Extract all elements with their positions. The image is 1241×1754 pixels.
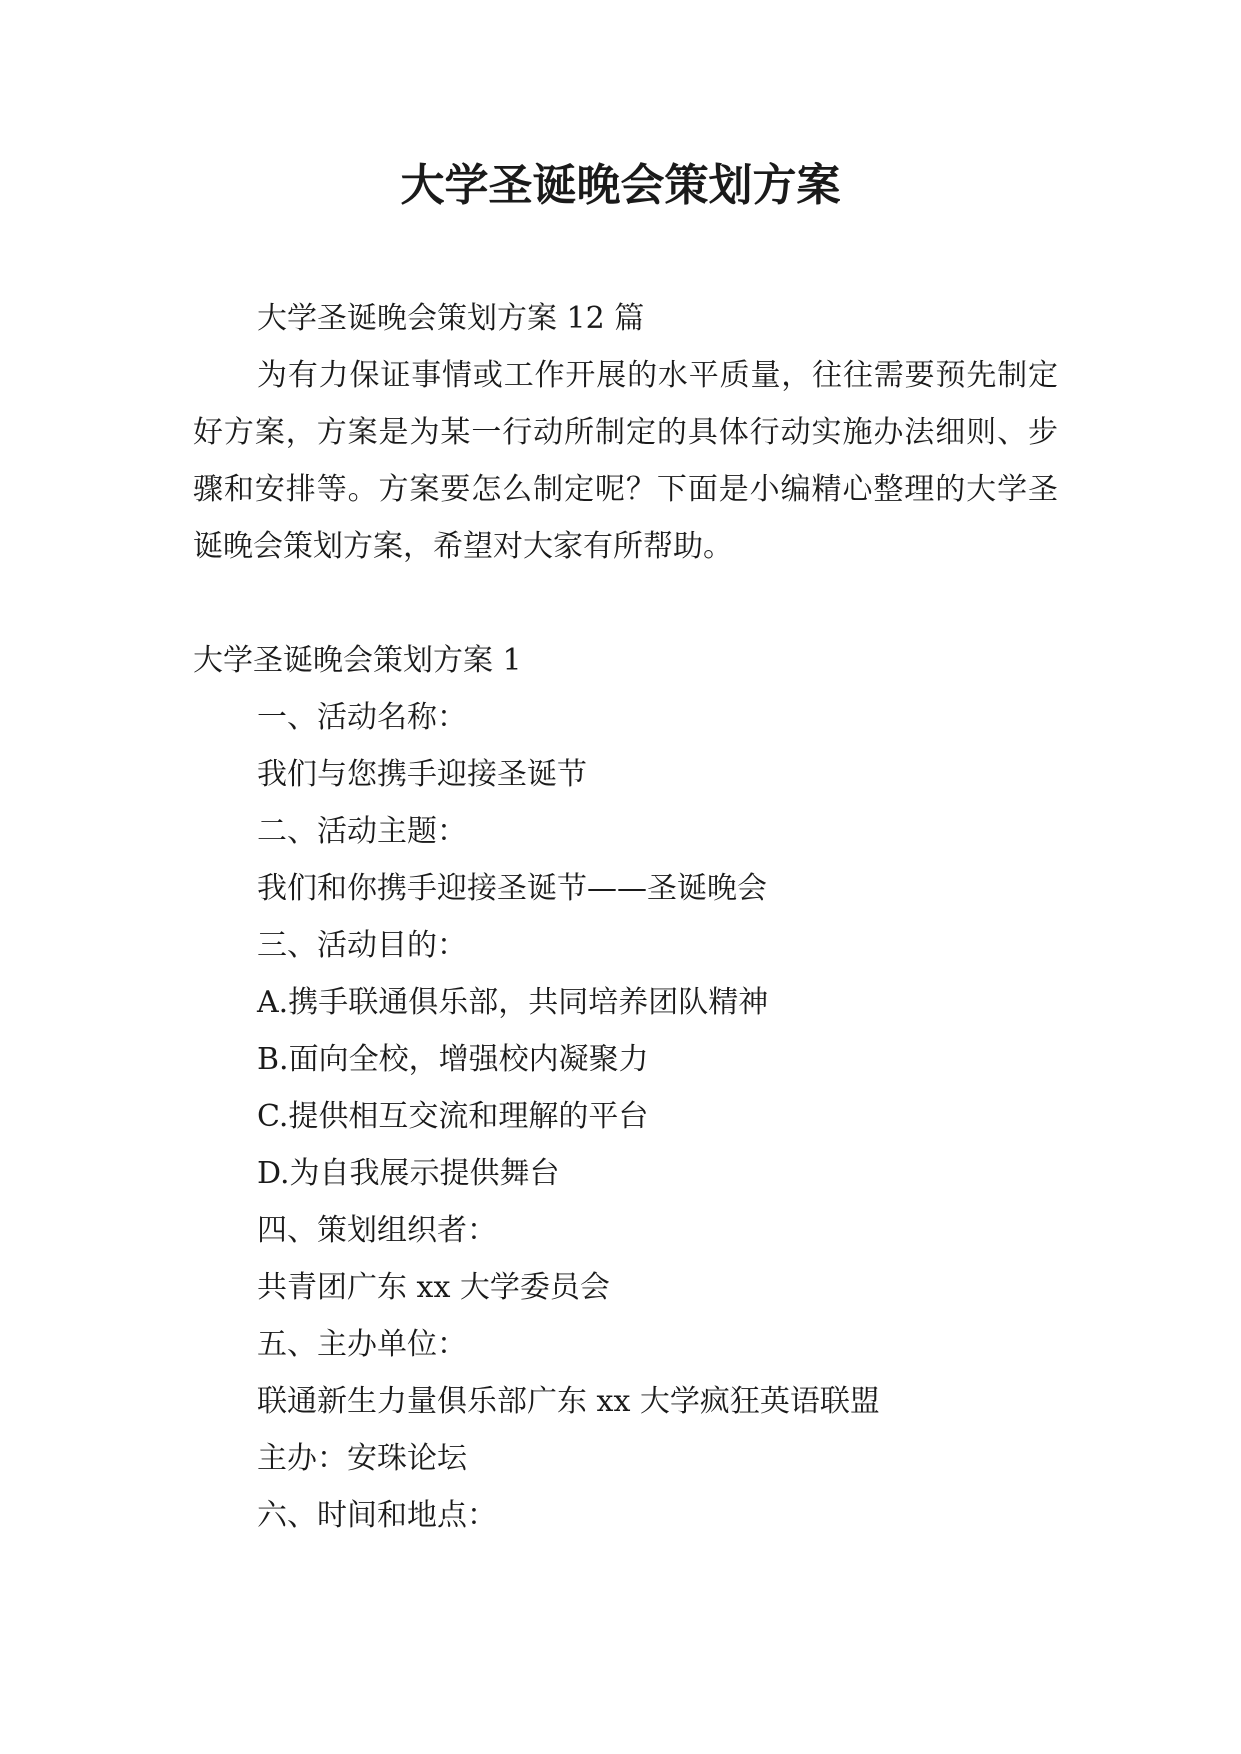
paragraph-spacer — [193, 575, 1058, 632]
section-line-host-heading: 五、主办单位： — [257, 1327, 467, 1362]
document-body — [193, 290, 1058, 1544]
section-heading: 大学圣诞晚会策划方案 1 — [193, 643, 522, 678]
document-subtitle: 大学圣诞晚会策划方案 12 篇 — [257, 301, 645, 336]
section-line-purpose-b: B.面向全校，增强校内凝聚力 — [257, 1042, 649, 1077]
section-line-host: 联通新生力量俱乐部广东 xx 大学疯狂英语联盟 — [257, 1384, 880, 1419]
section-line-purpose-d: D.为自我展示提供舞台 — [257, 1156, 560, 1191]
section-line-organizer-heading: 四、策划组织者： — [257, 1213, 497, 1248]
section-line-host-forum: 主办：安珠论坛 — [257, 1441, 467, 1476]
section-line-purpose-c: C.提供相互交流和理解的平台 — [257, 1099, 649, 1134]
document-title: 大学圣诞晚会策划方案 — [400, 160, 841, 211]
section-line-purpose-a: A.携手联通俱乐部，共同培养团队精神 — [257, 985, 769, 1020]
section-line-purpose-heading: 三、活动目的： — [257, 928, 467, 963]
section-line-activity-name: 我们与您携手迎接圣诞节 — [257, 757, 587, 792]
section-line-time-place-heading: 六、时间和地点： — [257, 1498, 497, 1533]
intro-paragraph: 为有力保证事情或工作开展的水平质量，往往需要预先制定好方案，方案是为某一行动所制定的具体行动实施办法细则、步骤和安排等。方案要怎么制定呢？下面是小编精心整理的大学圣诞晚会策划方案，希望对大家有所帮助。 — [193, 358, 1058, 564]
section-line-theme: 我们和你携手迎接圣诞节——圣诞晚会 — [257, 871, 767, 906]
section-line-theme-heading: 二、活动主题： — [257, 814, 467, 849]
section-line-organizer: 共青团广东 xx 大学委员会 — [257, 1270, 610, 1305]
section-line-activity-name-heading: 一、活动名称： — [257, 700, 467, 735]
